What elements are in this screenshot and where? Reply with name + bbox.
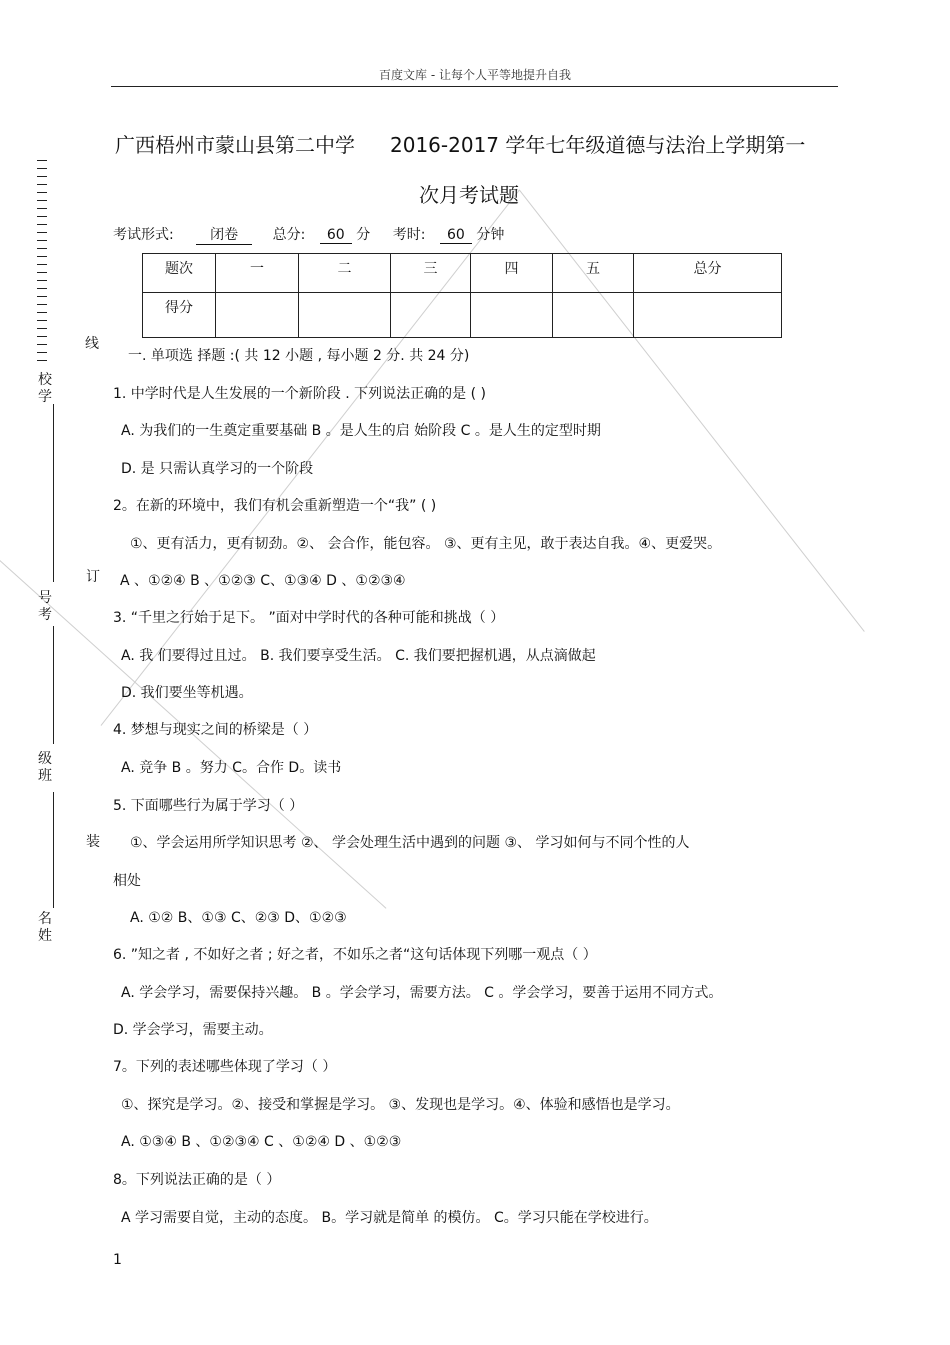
header-cell: 二 bbox=[299, 254, 391, 293]
margin-xian: 线 bbox=[85, 336, 99, 352]
row-label-cell: 得分 bbox=[143, 293, 216, 338]
margin-line-1 bbox=[53, 404, 54, 582]
text-line: 6. ”知之者 , 不如好之者 ; 好之者，不如乐之者“这句话体现下列哪一观点（ ） bbox=[113, 947, 597, 963]
time-label: 考时: bbox=[392, 227, 426, 243]
margin-dash bbox=[37, 208, 47, 209]
margin-line-3 bbox=[53, 792, 54, 908]
margin-school: 校学 bbox=[38, 372, 52, 405]
margin-dash bbox=[37, 344, 47, 345]
margin-dash bbox=[37, 176, 47, 177]
title-line2: 次月考试题 bbox=[419, 183, 519, 207]
margin-dash bbox=[37, 240, 47, 241]
margin-class: 级班 bbox=[38, 751, 52, 784]
text-line: A. ①③④ B 、①②③④ C 、①②④ D 、①②③ bbox=[121, 1134, 402, 1150]
margin-line-2 bbox=[53, 626, 54, 744]
header-cell: 题次 bbox=[143, 254, 216, 293]
text-line: A 、①②④ B 、①②③ C、①③④ D 、①②③④ bbox=[120, 573, 406, 589]
score-table-score-row bbox=[143, 293, 782, 338]
text-line: ①、更有活力，更有韧劲。②、 会合作，能包容。 ③、更有主见，敢于表达自我。④、更爱哭。 bbox=[130, 536, 722, 552]
total-value: 60 bbox=[320, 227, 352, 244]
margin-dash bbox=[37, 320, 47, 321]
score-table-header-row bbox=[143, 254, 782, 293]
total-unit: 分 bbox=[356, 227, 371, 243]
text-line: 2。在新的环境中，我们有机会重新塑造一个“我” ( ) bbox=[113, 498, 437, 514]
margin-exam-number: 号考 bbox=[38, 590, 52, 623]
text-line: 相处 bbox=[113, 873, 141, 889]
margin-dash bbox=[37, 184, 47, 185]
margin-dash bbox=[37, 336, 47, 337]
time-value: 60 bbox=[440, 227, 472, 244]
margin-dash bbox=[37, 216, 47, 217]
margin-dash bbox=[37, 192, 47, 193]
margin-dash bbox=[37, 328, 47, 329]
margin-dash bbox=[37, 304, 47, 305]
title-line1-left: 广西梧州市蒙山县第二中学 bbox=[115, 133, 355, 157]
margin-dash bbox=[37, 272, 47, 273]
text-line: A. 为我们的一生奠定重要基础 B 。是人生的启 始阶段 C 。是人生的定型时期 bbox=[121, 423, 601, 439]
text-line: A. 我 们要得过且过。 B. 我们要享受生活。 C. 我们要把握机遇，从点滴做起 bbox=[121, 648, 596, 664]
text-line: 4. 梦想与现实之间的桥梁是（ ） bbox=[113, 722, 318, 738]
margin-ding: 订 bbox=[86, 569, 100, 585]
margin-dash bbox=[37, 248, 47, 249]
score-cell[interactable] bbox=[299, 293, 391, 338]
page-number: 1 bbox=[113, 1252, 122, 1268]
margin-dash bbox=[37, 280, 47, 281]
margin-dash bbox=[37, 168, 47, 169]
text-line: 3. “千里之行始于足下。 ”面对中学时代的各种可能和挑战（ ） bbox=[113, 610, 505, 626]
doc-header: 百度文库 - 让每个人平等地提升自我 bbox=[379, 68, 571, 82]
margin-dash bbox=[37, 256, 47, 257]
form-value: 闭卷 bbox=[196, 224, 252, 245]
margin-dash bbox=[37, 200, 47, 201]
score-table bbox=[142, 253, 782, 338]
margin-dash bbox=[37, 312, 47, 313]
text-line: 5. 下面哪些行为属于学习（ ） bbox=[113, 798, 304, 814]
time-unit: 分钟 bbox=[476, 227, 505, 243]
text-line: D. 学会学习，需要主动。 bbox=[113, 1022, 273, 1038]
header-rule bbox=[111, 86, 838, 87]
text-line: 7。下列的表述哪些体现了学习（ ） bbox=[113, 1059, 337, 1075]
margin-name: 名姓 bbox=[38, 911, 52, 944]
margin-dash bbox=[37, 360, 47, 361]
text-line: A. ①② B、①③ C、②③ D、①②③ bbox=[130, 910, 347, 926]
form-label: 考试形式: bbox=[113, 227, 174, 243]
header-cell: 三 bbox=[391, 254, 471, 293]
margin-dash bbox=[37, 160, 47, 161]
margin-dash bbox=[37, 352, 47, 353]
header-cell: 总分 bbox=[634, 254, 782, 293]
margin-dash bbox=[37, 224, 47, 225]
text-line: 8。下列说法正确的是（ ） bbox=[113, 1172, 281, 1188]
margin-dash bbox=[37, 288, 47, 289]
margin-zhuang: 装 bbox=[86, 834, 100, 850]
header-cell: 五 bbox=[553, 254, 634, 293]
score-cell[interactable] bbox=[634, 293, 782, 338]
header-cell: 一 bbox=[216, 254, 299, 293]
text-line: D. 是 只需认真学习的一个阶段 bbox=[121, 461, 314, 477]
text-line: D. 我们要坐等机遇。 bbox=[121, 685, 253, 701]
text-line: A 学习需要自觉，主动的态度。 B。学习就是简单 的模仿。 C。学习只能在学校进行。 bbox=[121, 1210, 658, 1226]
score-cell[interactable] bbox=[391, 293, 471, 338]
score-cell[interactable] bbox=[471, 293, 553, 338]
total-label: 总分: bbox=[272, 227, 306, 243]
text-line: A. 竞争 B 。努力 C。合作 D。读书 bbox=[121, 760, 342, 776]
margin-dash bbox=[37, 264, 47, 265]
header-cell: 四 bbox=[471, 254, 553, 293]
score-cell[interactable] bbox=[553, 293, 634, 338]
title-line1-right: 2016-2017 学年七年级道德与法治上学期第一 bbox=[390, 133, 806, 157]
text-line: 1. 中学时代是人生发展的一个新阶段 . 下列说法正确的是 ( ) bbox=[113, 386, 486, 402]
text-line: A. 学会学习，需要保持兴趣。 B 。学会学习，需要方法。 C 。学会学习，要善于运用不同方式。 bbox=[121, 985, 723, 1001]
text-line: ①、探究是学习。②、接受和掌握是学习。 ③、发现也是学习。④、体验和感悟也是学习。 bbox=[121, 1097, 680, 1113]
margin-dash bbox=[37, 232, 47, 233]
exam-meta bbox=[113, 224, 504, 245]
score-cell[interactable] bbox=[216, 293, 299, 338]
section-title: 一. 单项选 择题 :( 共 12 小题 , 每小题 2 分. 共 24 分) bbox=[128, 348, 470, 364]
margin-dash bbox=[37, 296, 47, 297]
text-line: ①、学会运用所学知识思考 ②、 学会处理生活中遇到的问题 ③、 学习如何与不同个性的人 bbox=[130, 835, 690, 851]
